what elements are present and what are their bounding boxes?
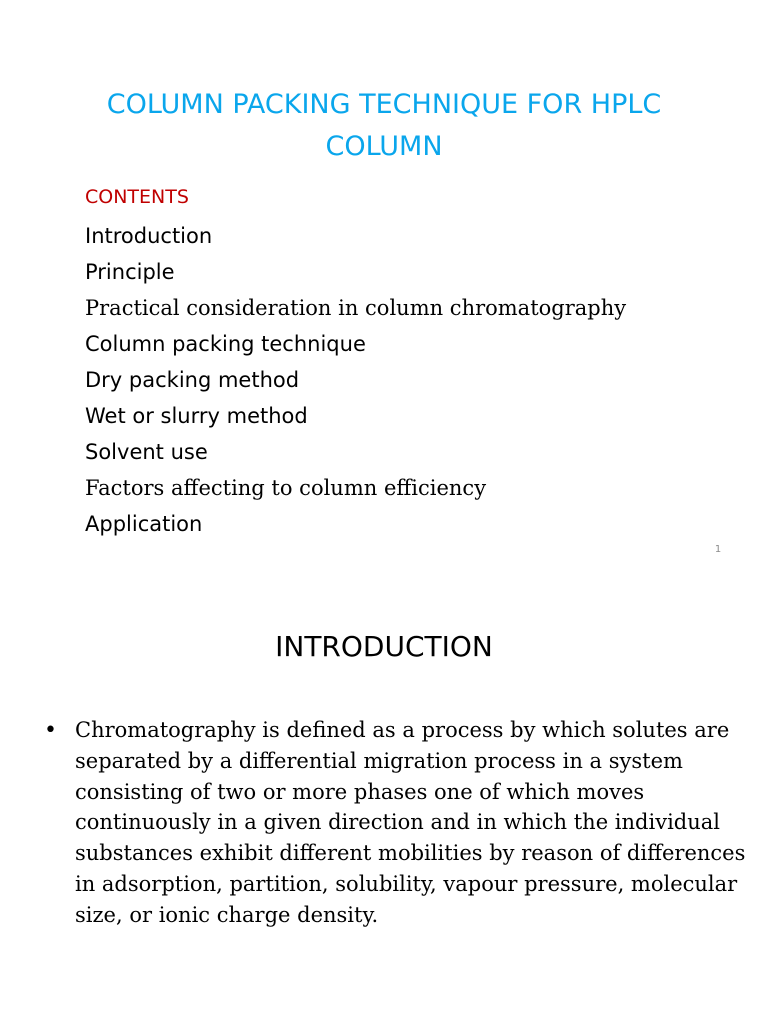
contents-heading: CONTENTS [85,186,189,208]
paragraph-line: continuously in a given direction and in which the individual [75,810,720,835]
paragraph-line: in adsorption, partition, solubility, vapour pressure, molecular [75,871,738,896]
toc-item-wet-slurry-method: Wet or slurry method [85,404,308,428]
introduction-paragraph [75,715,765,931]
bullet-icon: • [44,718,57,743]
page-number: 1 [714,544,722,555]
introduction-heading: INTRODUCTION [275,630,493,663]
paragraph-line: Chromatography is defined as a process by which solutes are [75,718,730,742]
toc-item-practical-consideration: Practical consideration in column chromatography [85,296,627,320]
slide-introduction [0,570,768,1024]
toc-item-factors-affecting: Factors affecting to column efficiency [85,476,487,500]
toc-item-application: Application [85,512,203,536]
table-of-contents [85,218,626,542]
toc-item-dry-packing-method: Dry packing method [85,368,300,392]
slide-title-line-1: COLUMN PACKING TECHNIQUE FOR HPLC [106,89,662,120]
toc-item-solvent-use: Solvent use [85,440,208,464]
paragraph-line: consisting of two or more phases one of which moves [75,779,645,804]
paragraph-line: size, or ionic charge density. [75,902,379,927]
paragraph-line: separated by a differential migration process in a system [75,748,683,773]
toc-item-principle: Principle [85,260,175,284]
slide-title [0,84,768,168]
paragraph-line: substances exhibit different mobilities by reason of differences [75,841,746,866]
toc-item-column-packing-technique: Column packing technique [85,332,366,356]
toc-item-introduction: Introduction [85,224,213,248]
slide-title-line-2: COLUMN [325,131,443,162]
